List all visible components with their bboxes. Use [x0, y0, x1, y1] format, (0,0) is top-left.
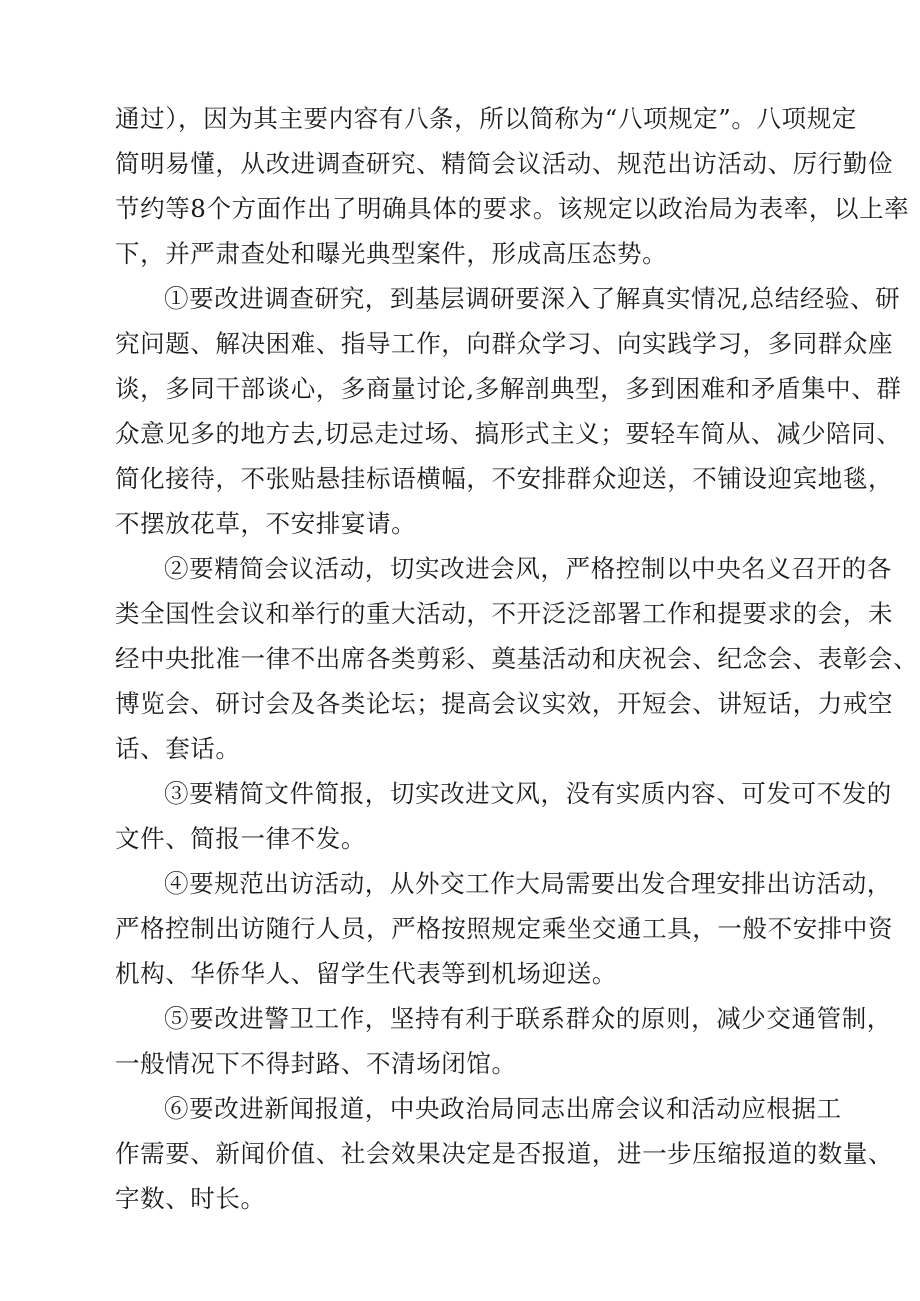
text-line: ⑥要改进新闻报道，中央政治局同志出席会议和活动应根据工 [164, 1094, 842, 1123]
text-line: 不摆放花草，不安排宴请。 [115, 509, 417, 538]
text-line: 简化接待，不张贴悬挂标语横幅，不安排群众迎送，不铺设迎宾地毯， [115, 464, 894, 493]
paragraph [115, 771, 892, 861]
text-line: 话、套话。 [115, 734, 241, 763]
text-line: 节约等8个方面作出了明确具体的要求。该规定以政治局为表率，以上率 [115, 194, 910, 223]
text-line: 下，并严肃查处和曝光典型案件，形成高压态势。 [115, 239, 668, 268]
text-line: 简明易懂，从改进调查研究、精简会议活动、规范出访活动、厉行勤俭 [115, 149, 894, 178]
paragraph [115, 546, 919, 771]
text-line: 机构、华侨华人、留学生代表等到机场迎送。 [115, 959, 617, 988]
paragraph [115, 1086, 894, 1221]
text-line: 一般情况下不得封路、不清场闭馆。 [115, 1049, 517, 1078]
text-line: ④要规范出访活动，从外交工作大局需要出发合理安排出访活动， [164, 869, 892, 898]
text-line: 通过），因为其主要内容有八条，所以简称为“八项规定”。八项规定 [115, 104, 857, 133]
paragraph [115, 96, 910, 276]
text-line: 究问题、解决困难、指导工作，向群众学习、向实践学习，多同群众座 [115, 329, 894, 358]
text-line: 类全国性会议和举行的重大活动，不开泛泛部署工作和提要求的会，未 [115, 599, 894, 628]
text-line: ②要精简会议活动，切实改进会风，严格控制以中央名义召开的各 [164, 554, 892, 583]
paragraph [115, 996, 892, 1086]
text-line: 字数、时长。 [115, 1184, 266, 1213]
text-line: ①要改进调查研究，到基层调研要深入了解真实情况,总结经验、研 [164, 284, 901, 313]
text-line: 谈，多同干部谈心，多商量讨论,多解剖典型，多到困难和矛盾集中、群 [115, 374, 902, 403]
text-line: 文件、简报一律不发。 [115, 824, 366, 853]
text-line: ③要精简文件简报，切实改进文风，没有实质内容、可发可不发的 [164, 779, 892, 808]
text-line: 众意见多的地方去,切忌走过场、搞形式主义；要轻车简从、减少陪同、 [115, 419, 902, 448]
paragraph [115, 276, 902, 546]
text-line: 作需要、新闻价值、社会效果决定是否报道，进一步压缩报道的数量、 [115, 1139, 894, 1168]
text-line: 严格控制出访随行人员，严格按照规定乘坐交通工具，一般不安排中资 [115, 914, 894, 943]
text-line: ⑤要改进警卫工作，坚持有利于联系群众的原则，减少交通管制， [164, 1004, 892, 1033]
text-line: 经中央批准一律不出席各类剪彩、奠基活动和庆祝会、纪念会、表彰会、 [115, 644, 919, 673]
text-line: 博览会、研讨会及各类论坛；提高会议实效，开短会、讲短话，力戒空 [115, 689, 894, 718]
document-body [115, 96, 919, 1221]
paragraph [115, 861, 894, 996]
